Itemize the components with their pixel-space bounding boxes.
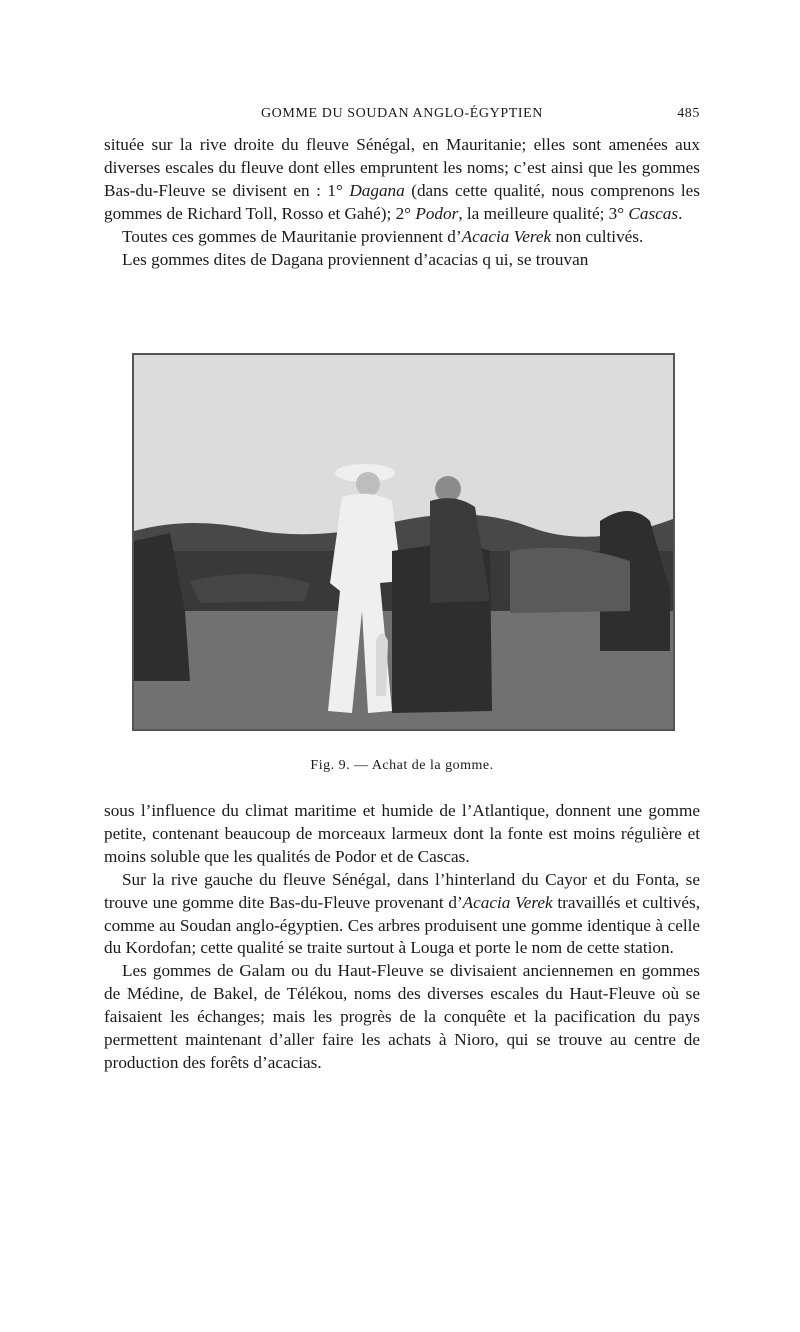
text-run: Toutes ces gommes de Mauritanie proviennent d’ xyxy=(122,226,462,246)
page-number: 485 xyxy=(677,106,700,121)
text-run: Sur la rive gauche du fleuve Sénégal, dans l’hinterland du Cayor et du Fonta, se trouve une gomme dite Bas-du-Fleuve provenant d’ xyxy=(104,869,700,912)
text-run: Les gommes dites de Dagana proviennent d’acacias q ui, se trouvan xyxy=(122,249,589,269)
paragraph xyxy=(104,800,700,869)
text-block-bottom xyxy=(104,800,700,1075)
paragraph xyxy=(104,134,700,226)
child-figure xyxy=(376,634,388,697)
text-run: sous l’influence du climat maritime et humide de l’Atlantique, donnent une gomme petite, contenant beaucoup de morceaux larmeux dont la fonte est moins régulière et moins soluble que les qualités de Podor et de Cascas. xyxy=(104,801,700,866)
text-run-italic: Cascas xyxy=(628,203,679,223)
text-run: travaillés et cultivés, comme au Soudan anglo-égyptien. Ces arbres produisent une gomme identique à celle du Kordofan; cette qualité se traite surtout à Louga et porte le nom de cette station. xyxy=(104,892,700,958)
figure-caption: Fig. 9. — Achat de la gomme. xyxy=(310,758,494,773)
paragraph xyxy=(104,869,700,961)
text-run-italic: Acacia Verek xyxy=(462,892,553,912)
text-run-italic: Dagana xyxy=(349,180,405,200)
paragraph xyxy=(104,249,700,272)
running-title: GOMME DU SOUDAN ANGLO-ÉGYPTIEN xyxy=(260,106,544,121)
paragraph xyxy=(104,226,700,249)
paragraph xyxy=(104,960,700,1075)
text-run-italic: Podor xyxy=(415,203,459,223)
text-run-italic: Acacia Verek xyxy=(461,226,552,246)
text-run: (dans cette qualité, nous comprenons les gommes de Richard Toll, Rosso et Gahé); 2° xyxy=(104,180,700,223)
market-photo xyxy=(130,351,678,733)
photo-figure xyxy=(130,351,678,733)
running-header xyxy=(104,106,700,128)
text-run: . xyxy=(678,203,683,223)
text-run: , la meilleure qualité; 3° xyxy=(458,203,629,223)
text-run: non cultivés. xyxy=(551,226,644,246)
text-run: Les gommes de Galam ou du Haut-Fleuve se divisaient anciennemen en gommes de Médine, de Bakel, de Télékou, noms des diverses escales du Haut-Fleuve où se faisaient les échanges; mais les progrès de la conquête et la pacification du pays permettent maintenant d’aller faire les achats à Nioro, qui se trouve au centre de production des forêts d’acacias. xyxy=(104,961,700,1072)
trader-head xyxy=(356,472,380,496)
text-block-top xyxy=(104,134,700,271)
text-run: située sur la rive droite du fleuve Sénégal, en Mauritanie; elles sont amenées aux diverses escales du fleuve dont elles empruntent les noms; c’est ainsi que les gommes Bas-du-Fleuve se divisent en : 1° xyxy=(104,135,700,200)
sacks-right xyxy=(510,548,630,613)
